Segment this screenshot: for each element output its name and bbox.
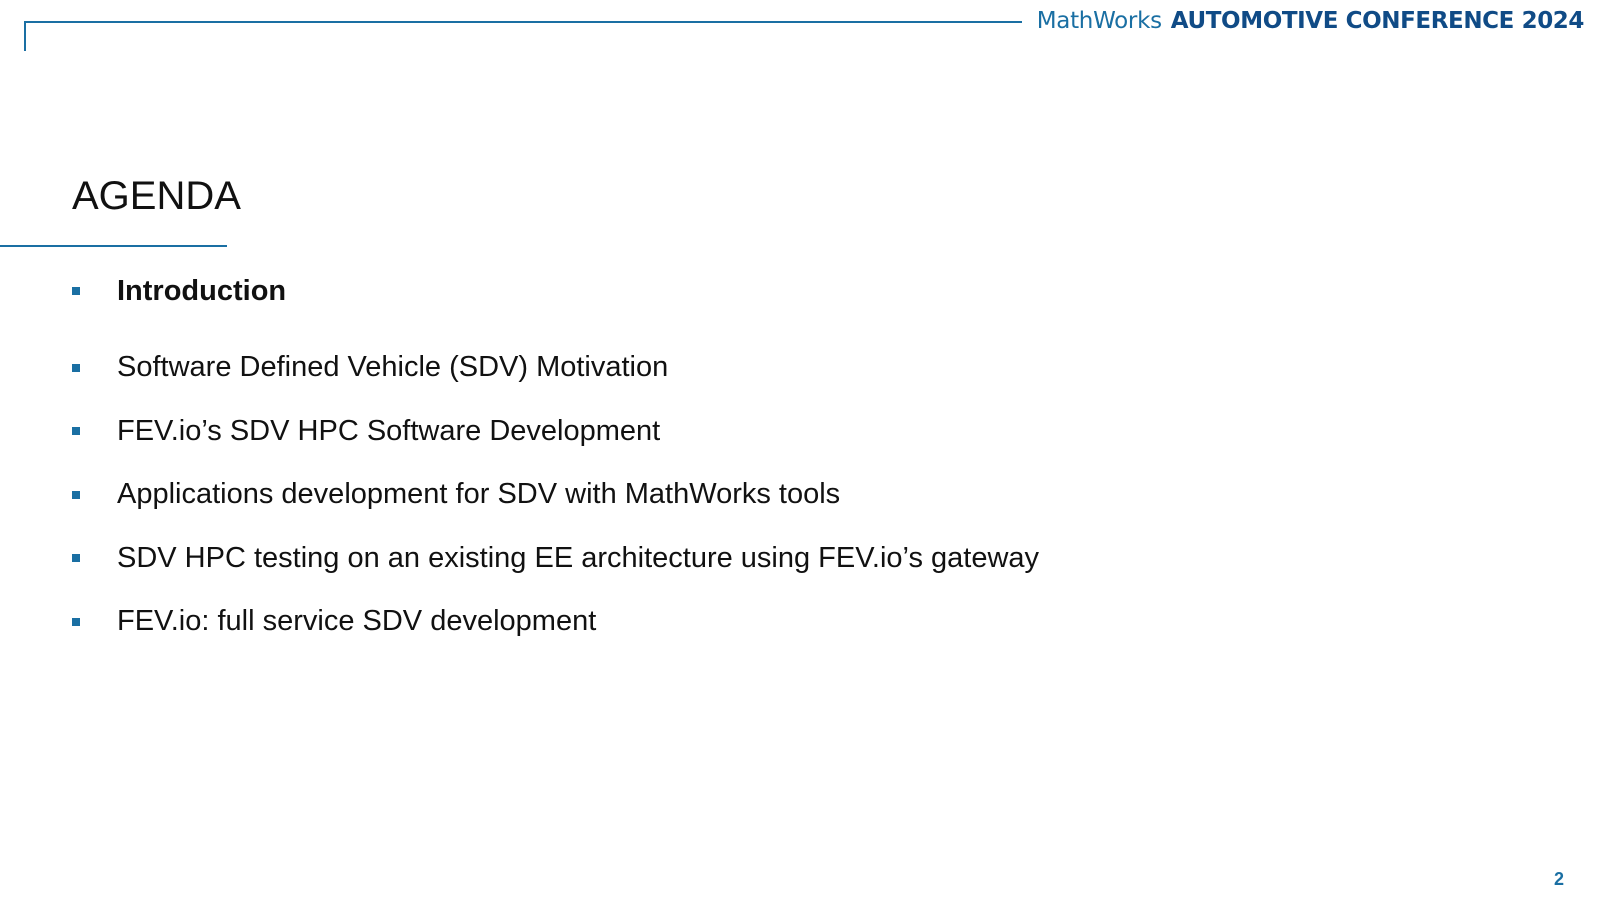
agenda-item-label: FEV.io’s SDV HPC Software Development [117, 414, 661, 447]
event-name: AUTOMOTIVE CONFERENCE 2024 [1170, 8, 1584, 34]
header-divider [24, 21, 1022, 23]
square-bullet-icon [72, 287, 80, 295]
conference-branding [1037, 8, 1584, 36]
page-number: 2 [1553, 869, 1564, 889]
agenda-item-label: SDV HPC testing on an existing EE architecture using FEV.io’s gateway [117, 541, 1040, 574]
square-bullet-icon [72, 427, 80, 435]
brand-name: MathWorks [1036, 8, 1162, 34]
agenda-item-applications-development [72, 463, 1039, 527]
agenda-item-label: Introduction [117, 274, 287, 307]
square-bullet-icon [72, 618, 80, 626]
square-bullet-icon [72, 554, 80, 562]
agenda-list [72, 272, 1039, 654]
agenda-item-label: Software Defined Vehicle (SDV) Motivation [117, 351, 669, 384]
agenda-item-hpc-testing [72, 527, 1039, 591]
agenda-item-introduction [72, 272, 1039, 310]
agenda-item-label: FEV.io: full service SDV development [117, 605, 597, 638]
agenda-item-hpc-software-development [72, 400, 1039, 464]
agenda-item-sdv-motivation [72, 336, 1039, 400]
page-title: AGENDA [72, 174, 241, 218]
square-bullet-icon [72, 364, 80, 372]
agenda-item-label: Applications development for SDV with MathWorks tools [117, 478, 841, 511]
square-bullet-icon [72, 491, 80, 499]
header-corner-mark [24, 21, 26, 51]
title-underline [0, 245, 227, 247]
agenda-item-full-service-development [72, 590, 1039, 654]
